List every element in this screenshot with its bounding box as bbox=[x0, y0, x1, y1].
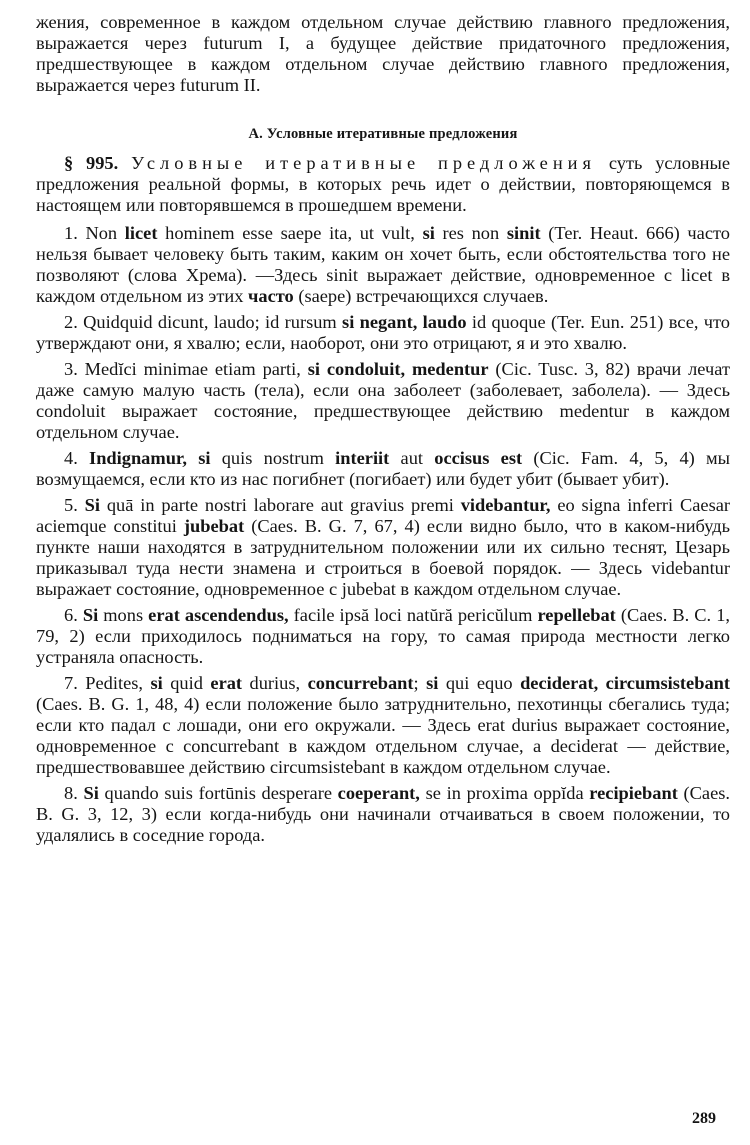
bold-term: Si bbox=[82, 605, 99, 625]
text-run: hominem esse saepe ita, ut vult, bbox=[157, 223, 423, 243]
text-run: (saepe) встречающихся случаев. bbox=[293, 286, 549, 306]
bold-term: repellebat bbox=[537, 605, 616, 625]
section-paragraph bbox=[36, 153, 730, 216]
text-run: (Caes. B. G. 3, 12, 3) если когда-нибудь они начинали отчаиваться в своем положении, то удалялись в соседние города. bbox=[36, 783, 730, 845]
bold-term: coeperant, bbox=[337, 783, 420, 803]
bold-term: recipiebant bbox=[589, 783, 678, 803]
page-body bbox=[36, 12, 730, 851]
example-3 bbox=[36, 359, 730, 443]
text-run: se in proxima oppĭda bbox=[419, 783, 590, 803]
text-run: ; bbox=[413, 673, 427, 693]
intro-paragraph: жения, современное в каждом отдельном случае действию главного предложения, выражается через futurum I, а будущее действие придаточного предложения, предшествующее в каждом отдельном случае действию главного предложения, выражается через futurum II. bbox=[36, 12, 730, 95]
text-run: quā in parte nostri laborare aut gravius premi bbox=[99, 495, 461, 515]
bold-term: interiit bbox=[335, 448, 390, 468]
text-run: res non bbox=[434, 223, 507, 243]
bold-term: часто bbox=[248, 286, 294, 306]
text-run: mons bbox=[98, 605, 149, 625]
example-7 bbox=[36, 673, 730, 778]
bold-term: deciderat, circumsistebant bbox=[520, 673, 730, 693]
text-run: quis nostrum bbox=[210, 448, 336, 468]
bold-term: concurrebant bbox=[307, 673, 414, 693]
text-run: 4. bbox=[64, 448, 90, 468]
bold-term: si bbox=[426, 673, 439, 693]
text-run: durius, bbox=[242, 673, 308, 693]
bold-term: erat bbox=[210, 673, 243, 693]
section-term: Условные итеративные предложения bbox=[131, 153, 596, 173]
page-number: 289 bbox=[692, 1110, 716, 1127]
example-6 bbox=[36, 605, 730, 668]
text-run: 8. bbox=[64, 783, 84, 803]
bold-term: Si bbox=[84, 495, 100, 515]
bold-term: erat ascendendus, bbox=[148, 605, 289, 625]
section-heading: A. Условные итеративные предложения bbox=[248, 126, 518, 142]
text-run: id quoque (Ter. Eun. 251) все, что утверждают они, я хвалю; если, наоборот, они это отрицают, я и это хвалю. bbox=[36, 312, 730, 353]
bold-term: jubebat bbox=[183, 516, 245, 536]
bold-term: videbantur, bbox=[460, 495, 551, 515]
text-run: qui equo bbox=[438, 673, 521, 693]
bold-term: si bbox=[422, 223, 435, 243]
bold-term: si negant, laudo bbox=[342, 312, 467, 332]
example-1 bbox=[36, 223, 730, 307]
bold-term: Si bbox=[83, 783, 99, 803]
text-run: 3. Medĭci minimae etiam parti, bbox=[64, 359, 308, 379]
example-5 bbox=[36, 495, 730, 600]
text-run: facile ipsă loci natŭră pericŭlum bbox=[288, 605, 538, 625]
text-run: quando suis fortūnis desperare bbox=[98, 783, 338, 803]
text-run: 1. Non bbox=[64, 223, 125, 243]
bold-term: occisus est bbox=[434, 448, 523, 468]
text-run: 6. bbox=[64, 605, 83, 625]
bold-term: Indignamur, si bbox=[89, 448, 211, 468]
bold-term: si condoluit, medentur bbox=[307, 359, 489, 379]
section-text: суть условные предложения реальной формы, в которых речь идет о действии, повторяющемся в настоящем или повторявшемся в прошедшем времени. bbox=[36, 153, 730, 215]
text-run: (Caes. B. G. 7, 67, 4) если видно было, что в каком-нибудь пункте наши находятся в затруднительном положении или их сильно теснят, Цезарь приказывал туда нести знамена и строиться в боевой порядок. — Здесь videbantur выражает состояние, одновременное с jubebat в каждом отдельном случае. bbox=[36, 516, 730, 599]
text-run: (Caes. B. C. 1, 79, 2) если приходилось подниматься на гору, то самая природа местности легко устраняла опасность. bbox=[36, 605, 730, 667]
section-number: § 995. bbox=[64, 153, 119, 173]
bold-term: sinit bbox=[506, 223, 541, 243]
examples-list bbox=[36, 223, 730, 846]
text-run: 5. bbox=[64, 495, 85, 515]
bold-term: si bbox=[150, 673, 163, 693]
text-run: aut bbox=[389, 448, 435, 468]
text-run: (Ter. Heaut. 666) часто нельзя бывает человеку быть таким, каким он хочет быть, если обстоятельства того не позволяют (слова Хрема). —Здесь sinit выражает действие, одновременное с licet в каждом отдельном из этих bbox=[36, 223, 730, 306]
example-4 bbox=[36, 448, 730, 490]
text-run: eo signa inferri Caesar aciemque constitui bbox=[36, 495, 731, 536]
bold-term: licet bbox=[124, 223, 158, 243]
text-run: 2. Quidquid dicunt, laudo; id rursum bbox=[64, 312, 343, 332]
example-8 bbox=[36, 783, 730, 846]
text-run: 7. Pedites, bbox=[64, 673, 151, 693]
text-run: (Cic. Fam. 4, 5, 4) мы возмущаемся, если кто из нас погибнет (погибает) или будет убит (бывает убит). bbox=[36, 448, 730, 489]
text-run: (Cic. Tusc. 3, 82) врачи лечат даже самую малую часть (тела), если она заболеет (заболевает, заболела). — Здесь condoluit выражает состояние, предшествующее действию medentur в каждом отдельном случае. bbox=[36, 359, 730, 442]
text-run: quid bbox=[162, 673, 211, 693]
text-run: (Caes. B. G. 1, 48, 4) если положение было затруднительно, пехотинцы сбегались туда; если кто падал с лошади, они его окружали. — Здесь erat durius выражает состояние, одновременное с concurrebant в каждом отдельном случае, а deciderat — действие, предшествовавшее действию circumsistebant в каждом отдельном случае. bbox=[36, 694, 730, 777]
example-2 bbox=[36, 312, 730, 354]
